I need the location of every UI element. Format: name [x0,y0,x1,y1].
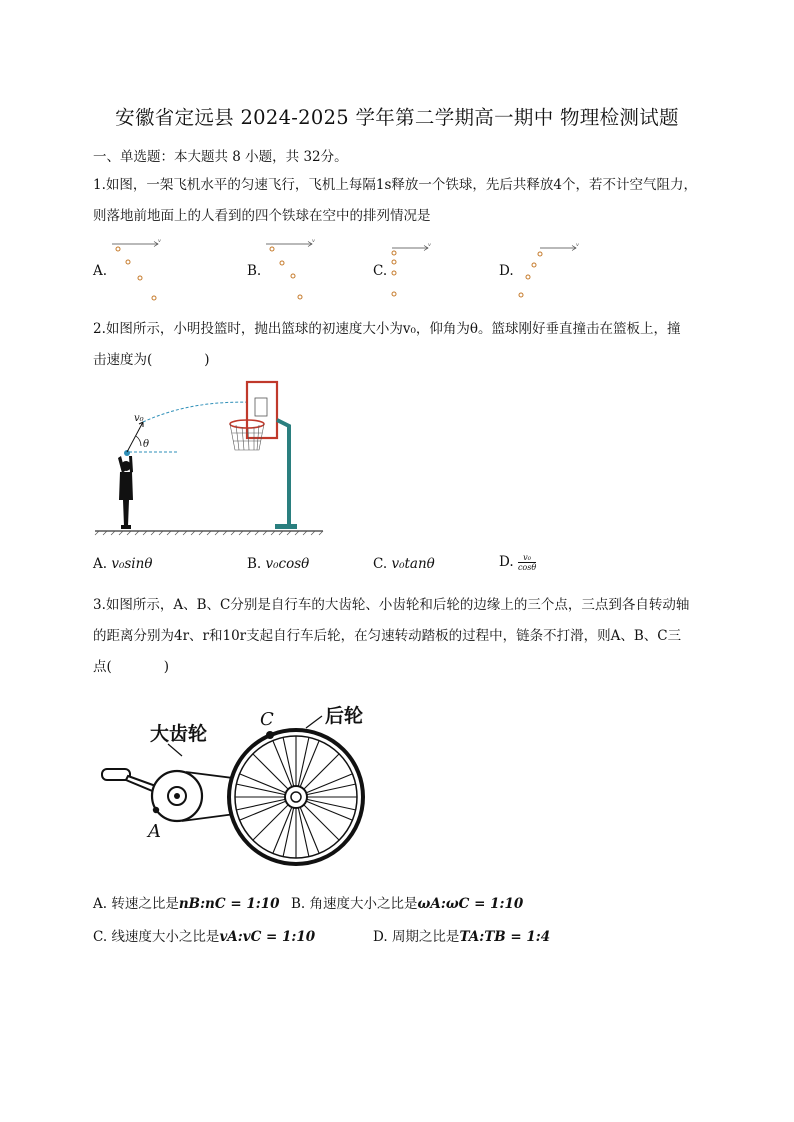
label-rear-wheel: 后轮 [325,705,364,727]
q3-option-b: B. 角速度大小之比是ωA:ωC = 1:10 [291,896,524,912]
hoop-pole [277,420,289,526]
q1-d-v-label: v [576,242,579,248]
point-c-dot [266,731,274,739]
player-silhouette [118,456,133,529]
page-title: 安徽省定远县 2024-2025 学年第二学期高一期中 物理检测试题 [115,106,679,129]
q2-option-c: C. v₀tanθ [373,556,435,572]
q3-bicycle-diagram [100,700,380,875]
basketball [124,450,130,456]
q3-option-c: C. 线速度大小之比是vA:vC = 1:10 [93,929,316,945]
label-a: A [148,821,161,842]
q1-line1: 1.如图，一架飞机水平的匀速飞行，飞机上每隔1s释放一个铁球，先后共释放4个，若不计空气阻力， [93,177,697,193]
q1-option-b-label: B. [247,263,262,279]
q1-a-v-label: v [158,238,161,244]
q2-option-a: A. v₀sinθ [93,556,153,572]
q2-line1: 2.如图所示，小明投篮时，抛出篮球的初速度大小为v₀，仰角为θ。篮球刚好垂直撞击在篮板上，撞 [93,321,681,337]
q3-line1: 3.如图所示，A、B、C分别是自行车的大齿轮、小齿轮和后轮的边缘上的三个点，三点到各自转动轴 [93,597,690,613]
q3-option-d: D. 周期之比是TA:TB = 1:4 [373,929,551,945]
backboard [247,382,277,438]
q1-c-v-label: v [428,242,431,248]
q2-option-d: D. $\frac{\text{v₀}}{\cos\theta}$ [499,553,537,572]
q3-line3: 点( ) [93,659,170,675]
question-2-stem [93,314,705,376]
q1-b-v-label: v [312,238,315,244]
section-heading: 一、单选题：本大题共 8 小题，共 32分。 [93,149,348,165]
label-c: C [260,709,274,730]
label-big-gear: 大齿轮 [150,723,208,745]
q1-option-d-diagram [514,238,584,308]
point-a-dot [153,807,159,813]
q1-line2: 则落地前地面上的人看到的四个铁球在空中的排列情况是 [93,208,431,224]
question-3-stem [93,590,705,683]
q3-option-a: A. 转速之比是nB:nC = 1:10 [93,896,280,912]
label-theta: θ [143,439,150,450]
q1-option-c-diagram [388,238,448,308]
q1-option-c-label: C. [373,263,388,279]
q2-basketball-diagram [95,376,325,536]
label-v0: v₀ [134,413,144,424]
q1-option-a-label: A. [93,263,108,279]
q3-line2: 的距离分别为4r、r和10r支起自行车后轮，在匀速转动踏板的过程中，链条不打滑，则A、B、C三 [93,628,682,644]
q1-option-b-diagram [262,238,322,308]
q2-line2: 击速度为( ) [93,352,210,368]
question-1-stem [93,170,705,232]
q1-option-d-label: D. [499,263,514,279]
q1-option-a-diagram [108,238,168,308]
q2-option-b: B. v₀cosθ [247,556,310,572]
